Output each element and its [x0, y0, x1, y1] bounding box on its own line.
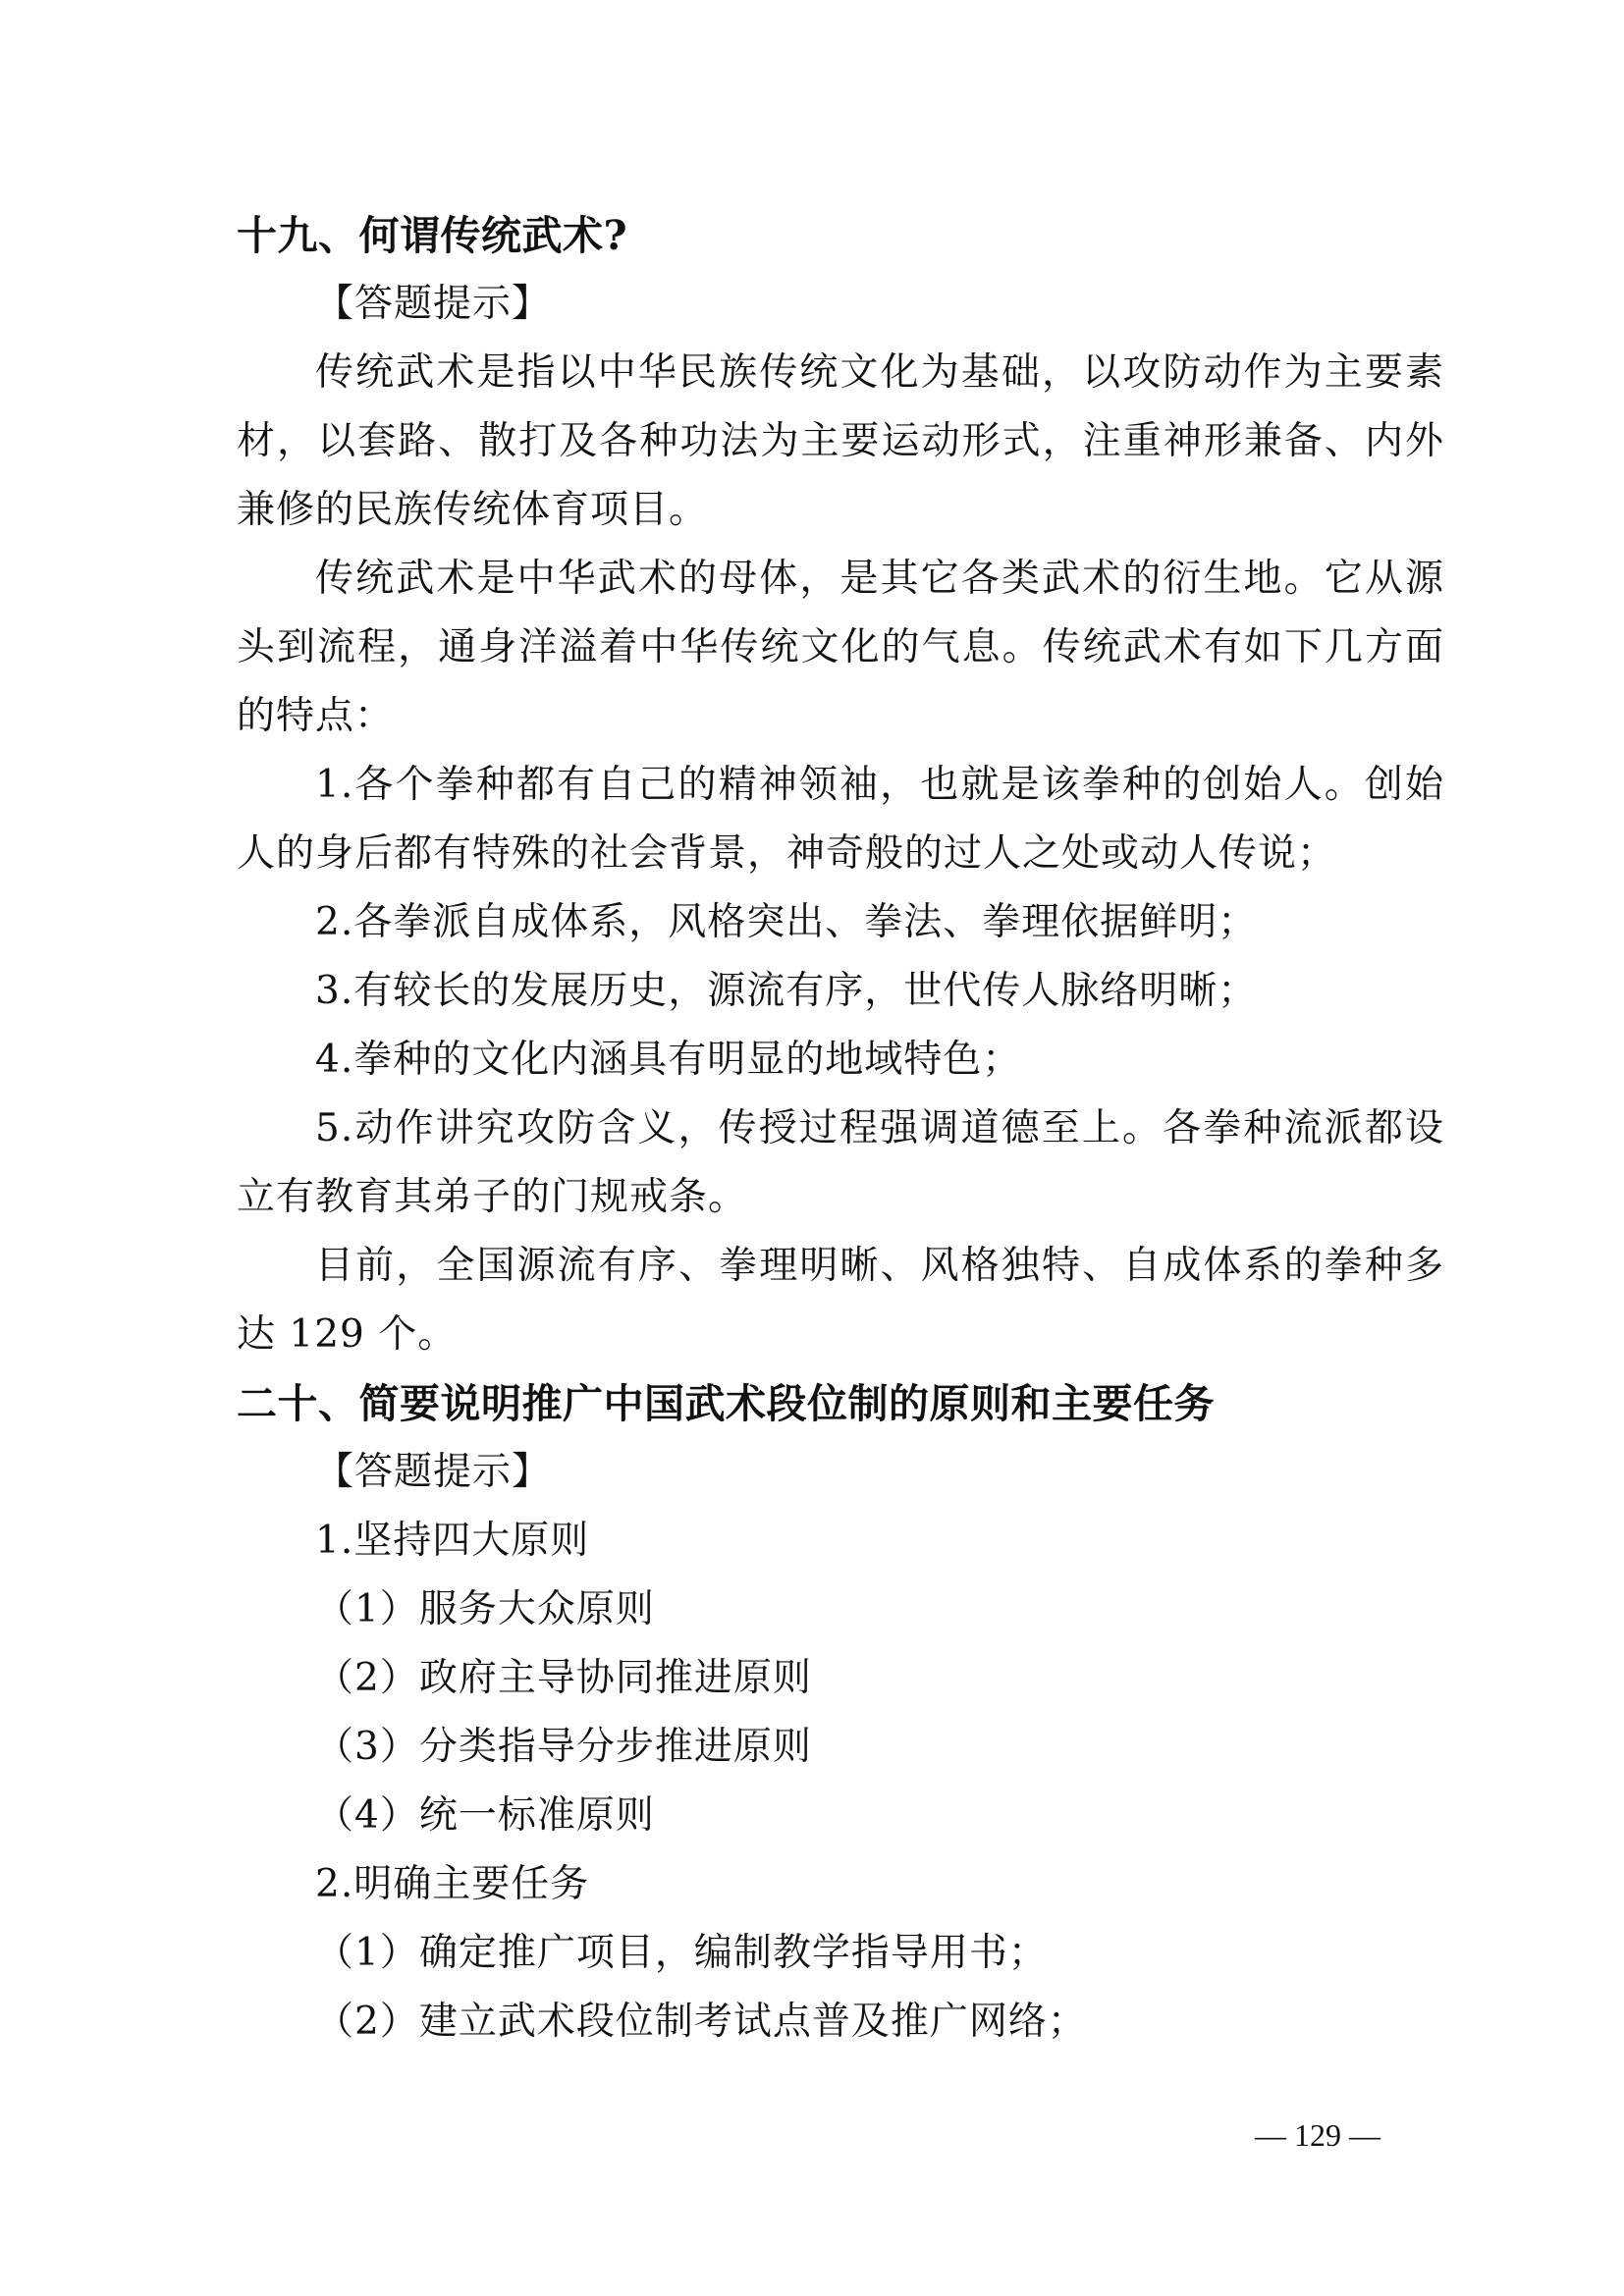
- list-item: （3）分类指导分步推进原则: [315, 1725, 812, 1769]
- answer-hint-label: 【答题提示】: [315, 282, 552, 326]
- principles-title: 1.坚持四大原则: [315, 1519, 590, 1563]
- section-heading-20: 二十、简要说明推广中国武术段位制的原则和主要任务: [237, 1380, 1215, 1427]
- paragraph: 传统武术是中华武术的母体，是其它各类武术的衍生地。它从源头到流程，通身洋溢着中华传统文化的气息。传统武术有如下几方面的特点：: [237, 557, 1444, 738]
- paragraph: 传统武术是指以中华民族传统文化为基础，以攻防动作为主要素材，以套路、散打及各种功法为主要运动形式，注重神形兼备、内外兼修的民族传统体育项目。: [237, 350, 1444, 532]
- list-item: （1）确定推广项目，编制教学指导用书；: [315, 1931, 1048, 1975]
- list-item: 3.有较长的发展历史，源流有序，世代传人脉络明晰；: [315, 969, 1258, 1013]
- section-heading-19: 十九、何谓传统武术?: [237, 212, 628, 259]
- page-number: — 129 —: [1255, 2117, 1380, 2153]
- list-item: 2.各拳派自成体系，风格突出、拳法、拳理依据鲜明；: [315, 900, 1258, 944]
- page-content: [237, 201, 1444, 2056]
- list-item: （2）政府主导协同推进原则: [315, 1656, 812, 1700]
- list-item: 1.各个拳种都有自己的精神领袖，也就是该拳种的创始人。创始人的身后都有特殊的社会背景，神奇般的过人之处或动人传说；: [237, 763, 1444, 876]
- list-item: 5.动作讲究攻防含义，传授过程强调道德至上。各拳种流派都设立有教育其弟子的门规戒条。: [237, 1106, 1444, 1219]
- list-item: （1）服务大众原则: [315, 1587, 655, 1631]
- list-item: （4）统一标准原则: [315, 1793, 655, 1838]
- tasks-title: 2.明确主要任务: [315, 1862, 590, 1906]
- list-item: （2）建立武术段位制考试点普及推广网络；: [315, 2000, 1087, 2044]
- list-item: 4.拳种的文化内涵具有明显的地域特色；: [315, 1038, 1022, 1082]
- paragraph: 目前，全国源流有序、拳理明晰、风格独特、自成体系的拳种多达 129 个。: [237, 1244, 1444, 1357]
- answer-hint-label: 【答题提示】: [315, 1450, 552, 1494]
